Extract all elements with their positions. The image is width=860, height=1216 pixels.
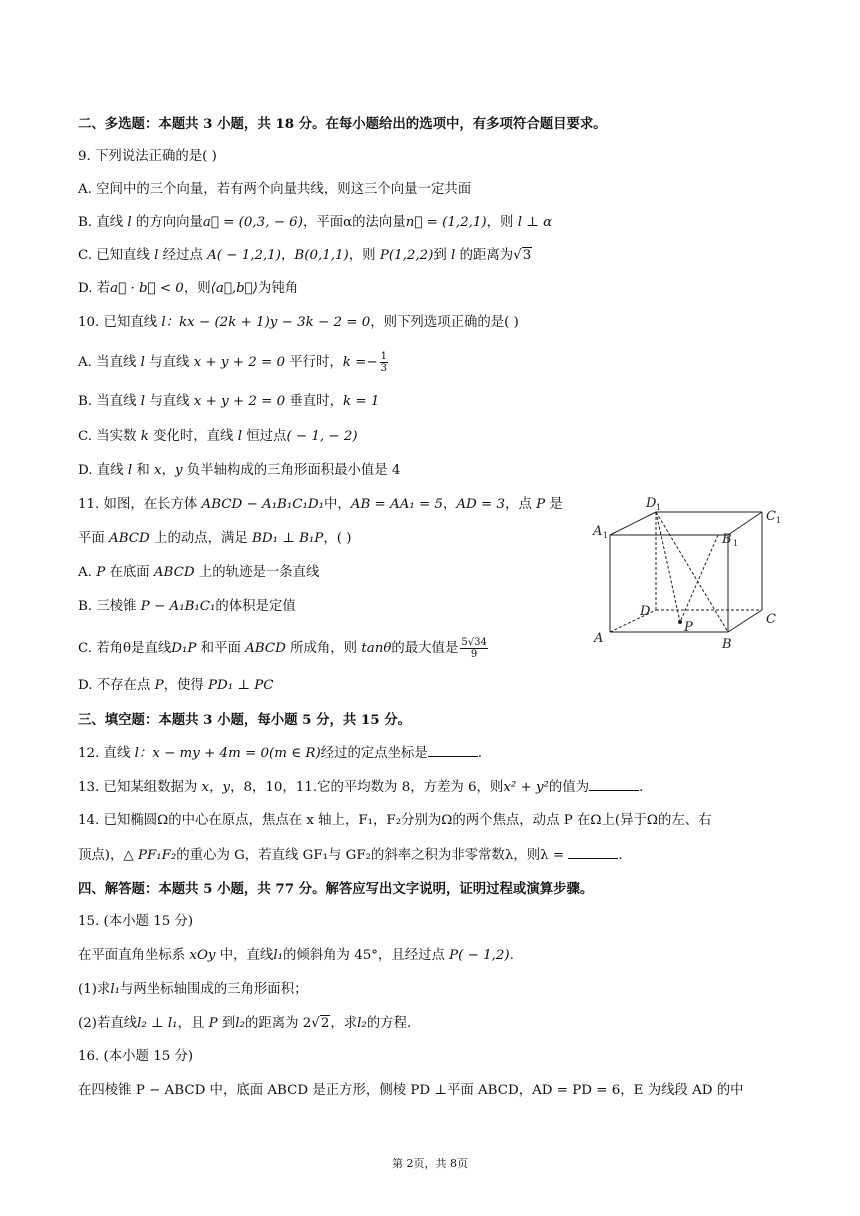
text: 与直线 [145,394,194,409]
text: ，且 [177,1016,209,1031]
text: D. 不存在点 [78,678,155,693]
question-15-stem [78,947,514,965]
math: ( − 1, − 2) [286,429,358,444]
text: C. 已知直线 [78,248,155,263]
text: B. 三棱锥 [78,599,141,614]
section-heading-fill-in: 三、填空题：本题共 3 小题，每小题 5 分，共 15 分。 [78,712,412,728]
label-c: C [766,612,776,627]
math: P − A₁B₁C₁ [140,599,216,614]
text: 与两坐标轴围成的三角形面积； [120,982,308,997]
text: 为钝角 [257,281,299,296]
question-9-option-b: B. 直线 l 的方向向量a⃗ = (0,3, − 6)，平面α的法向量n⃗ = (1,2,1)，则 l ⊥ α [78,215,553,230]
math: l：x − my + 4m = 0(m ∈ R) [134,746,321,761]
label-b1: B [722,532,732,547]
question-9-option-a: A. 空间中的三个向量，若有两个向量共线，则这三个向量一定共面 [78,182,472,197]
math: A( − 1,2,1) [207,248,282,263]
text: 垂直时， [285,394,343,409]
text: 顶点)， [78,848,124,863]
numerator: 5√34 [461,637,487,648]
text: 中， [324,497,351,512]
text: ，平面α的法向量 [302,215,406,230]
text: ，8，10，11.它的平均数为 8，方差为 6，则 [230,780,504,795]
text: 的距离为 [455,248,514,263]
text: 是 [545,497,563,512]
text: 和平面 [196,641,246,656]
point-p [678,620,682,624]
label-c1-subscript: 1 [776,516,782,525]
text: 变化时，直线 [148,429,238,444]
math: ABCD − A₁B₁C₁D₁ [201,497,324,512]
text: 在平面直角坐标系 [78,948,190,963]
text: 12. 直线 [78,746,135,761]
text: . [477,746,483,761]
page-footer: 第 2页，共 8页 [392,1157,468,1170]
question-16-title: 16. (本小题 15 分) [78,1049,194,1064]
math: x + y + 2 = 0 [193,355,285,370]
math: 3 [522,248,532,263]
question-14-line-2 [78,846,623,865]
section-heading-solutions: 四、解答题：本题共 5 小题，共 77 分。解答应写出文字说明，证明过程或演算步骤。 [78,881,594,897]
text: . [618,848,623,863]
label-a: A [594,631,604,646]
section-heading-multiple-choice: 二、多选题：本题共 3 小题，共 18 分。在每小题给出的选项中，有多项符合题目要求。 [78,116,607,132]
text: ，则下列选项正确的是( ) [370,315,519,330]
label-d: D [640,604,651,619]
math: PD₁ ⊥ PC [208,678,274,693]
text: 上的动点，满足 [149,531,253,546]
math: P [208,1016,218,1031]
math: l₁ [110,982,121,997]
math: tanθ [361,641,392,656]
question-14-line-1: 14. 已知椭圆Ω的中心在原点，焦点在 x 轴上，F₁，F₂分别为Ω的两个焦点，动点 P 在Ω上(异于Ω的左、右 [78,813,712,828]
segment-d1p [656,512,680,622]
math: ⟨a⃗,b⃗⟩ [210,281,258,296]
math: D₁P [171,641,197,656]
text: 的距离为 2 [244,1016,312,1031]
text: 经过的定点坐标是 [320,746,428,761]
math: l₂ [357,1016,367,1031]
math: △ PF₁F₂ [123,848,177,863]
text: 与直线 [144,355,194,370]
question-16-stem: 在四棱锥 P − ABCD 中，底面 ABCD 是正方形，侧棱 PD ⊥平面 ABCD，AD = PD = 6，E 为线段 AD 的中 [78,1083,744,1098]
question-10-stem [78,314,519,332]
question-11-option-b [78,598,296,616]
label-d1-subscript: 1 [656,503,662,512]
math: l₁ [273,948,283,963]
question-13 [78,778,643,797]
text: A. 当直线 [78,355,141,370]
edge-bc [728,610,762,632]
text: 的最大值是 [391,641,459,656]
question-10-option-c: C. 当实数 k 变化时，直线 l 恒过点( − 1, − 2) [78,429,358,444]
text: ，求 [330,1016,358,1031]
label-b1-subscript: 1 [733,539,739,548]
edge-a1d1 [610,512,656,535]
text: 和 [132,463,155,478]
fraction [380,351,388,374]
label-a1: A [593,524,603,539]
diagonal-bd1 [656,512,728,632]
text: (1)求 [78,982,111,997]
label-c1: C [766,509,776,524]
math: BD₁ ⊥ B₁P [252,531,324,546]
text: ，则 [348,248,380,263]
question-12 [78,744,482,763]
numerator: 1 [380,351,387,362]
edge-b1c1 [728,512,762,535]
math: x + y + 2 = 0 [193,394,286,409]
question-15-part-2: (2)若直线l₂ ⊥ l₁，且 P 到l₂的距离为 2√2，求l₂的方程. [78,1016,412,1031]
math: B(0,1,1) [294,248,349,263]
text: (2)若直线 [78,1016,138,1031]
text: 的值为 [548,780,590,795]
question-15-part-1 [78,981,307,999]
question-9-option-d [78,280,298,298]
text: 的倾斜角为 45°，且经过点 [282,948,450,963]
math: kx − (2k + 1)y − 3k − 2 = 0 [179,315,371,330]
text: . [509,948,514,963]
text: C. 当实数 [78,429,141,444]
text: ，( ) [323,531,352,546]
label-d1: D [646,496,657,511]
math: AB = AA₁ = 5 [350,497,443,512]
cuboid-figure [588,490,788,650]
text: 到 [433,248,452,263]
text: 平面 [78,531,110,546]
text: 10. 已知直线 [78,315,162,330]
math: ABCD [109,531,150,546]
question-11-option-d: D. 不存在点 P，使得 PD₁ ⊥ PC [78,678,274,693]
question-10-option-d: D. 直线 l 和 x，y 负半轴构成的三角形面积最小值是 4 [78,463,401,478]
text: D. 若 [78,281,111,296]
answer-blank[interactable] [568,846,618,859]
question-11-line-1: 11. 如图，在长方体 ABCD − A₁B₁C₁D₁中，AB = AA₁ = 5，AD = 3，点 P 是 [78,497,563,512]
segment-b1p [680,535,718,622]
text: . [639,780,644,795]
math: k = 1 [342,394,380,409]
math: l ⊥ α [517,215,553,230]
math: 2 [320,1016,330,1031]
text: 平行时， [284,355,343,370]
text: ，使得 [163,678,209,693]
text: B. 当直线 [78,394,141,409]
text: 在底面 [105,565,154,580]
text: 的方程. [366,1016,412,1031]
question-11-line-2 [78,530,351,548]
math: P( − 1,2) [449,948,510,963]
math: l₂ [235,1016,245,1031]
math: n⃗ = (1,2,1) [405,215,487,230]
text: ，则 [486,215,518,230]
question-15-title: 15. (本小题 15 分) [78,914,194,929]
math: a⃗ · b⃗ < 0 [110,281,184,296]
text: 的方向向量 [131,215,203,230]
math: l： [161,315,180,330]
text: ，点 [505,497,537,512]
math: AD = 3 [456,497,506,512]
text: 到 [217,1016,236,1031]
text: C. 若角θ是直线 [78,641,172,656]
math: a⃗ = (0,3, − 6) [202,215,303,230]
denominator: 9 [470,649,478,660]
label-a1-subscript: 1 [603,531,609,540]
text: 经过点 [158,248,208,263]
question-9-stem: 9. 下列说法正确的是( ) [78,149,217,164]
text: A. [78,565,97,580]
math: k =− [342,355,378,370]
text: 负半轴构成的三角形面积最小值是 4 [182,463,401,478]
answer-blank[interactable] [428,744,478,757]
text: 中，直线 [215,948,274,963]
text: 所成角，则 [285,641,362,656]
math: xOy [189,948,216,963]
question-11-option-c: C. 若角θ是直线D₁P 和平面 ABCD 所成角，则 tanθ的最大值是 $\frac{5√34}{9}$ [78,637,487,660]
answer-blank[interactable] [589,778,639,791]
text: 13. 已知某组数据为 [78,780,202,795]
math: P [536,497,546,512]
text: 恒过点 [242,429,287,444]
math: l₂ ⊥ l₁ [137,1016,178,1031]
text: D. 直线 [78,463,128,478]
math: x，y [201,780,231,795]
fraction [460,637,487,660]
label-b: B [722,637,732,650]
math: P(1,2,2) [379,248,434,263]
math: x² + y² [503,780,549,795]
question-9-option-c: C. 已知直线 l 经过点 A( − 1,2,1)，B(0,1,1)，则 P(1,2,2)到 l 的距离为√3 [78,248,532,263]
text: 的体积是定值 [215,599,296,614]
label-p: P [684,620,693,635]
text: B. 直线 [78,215,128,230]
text: 的重心为 G，若直线 GF₁与 GF₂的斜率之积为非零常数λ，则λ = [176,848,569,863]
question-10-option-b: B. 当直线 l 与直线 x + y + 2 = 0 垂直时，k = 1 [78,394,380,409]
question-10-option-a: A. 当直线 l 与直线 x + y + 2 = 0 平行时，k =− $\frac{1}{3}$ [78,351,387,374]
text: 上的轨迹是一条直线 [194,565,320,580]
question-11-option-a: A. P 在底面 ABCD 上的轨迹是一条直线 [78,565,320,580]
text: ，则 [183,281,211,296]
text: 11. 如图，在长方体 [78,497,202,512]
denominator: 3 [380,363,387,374]
